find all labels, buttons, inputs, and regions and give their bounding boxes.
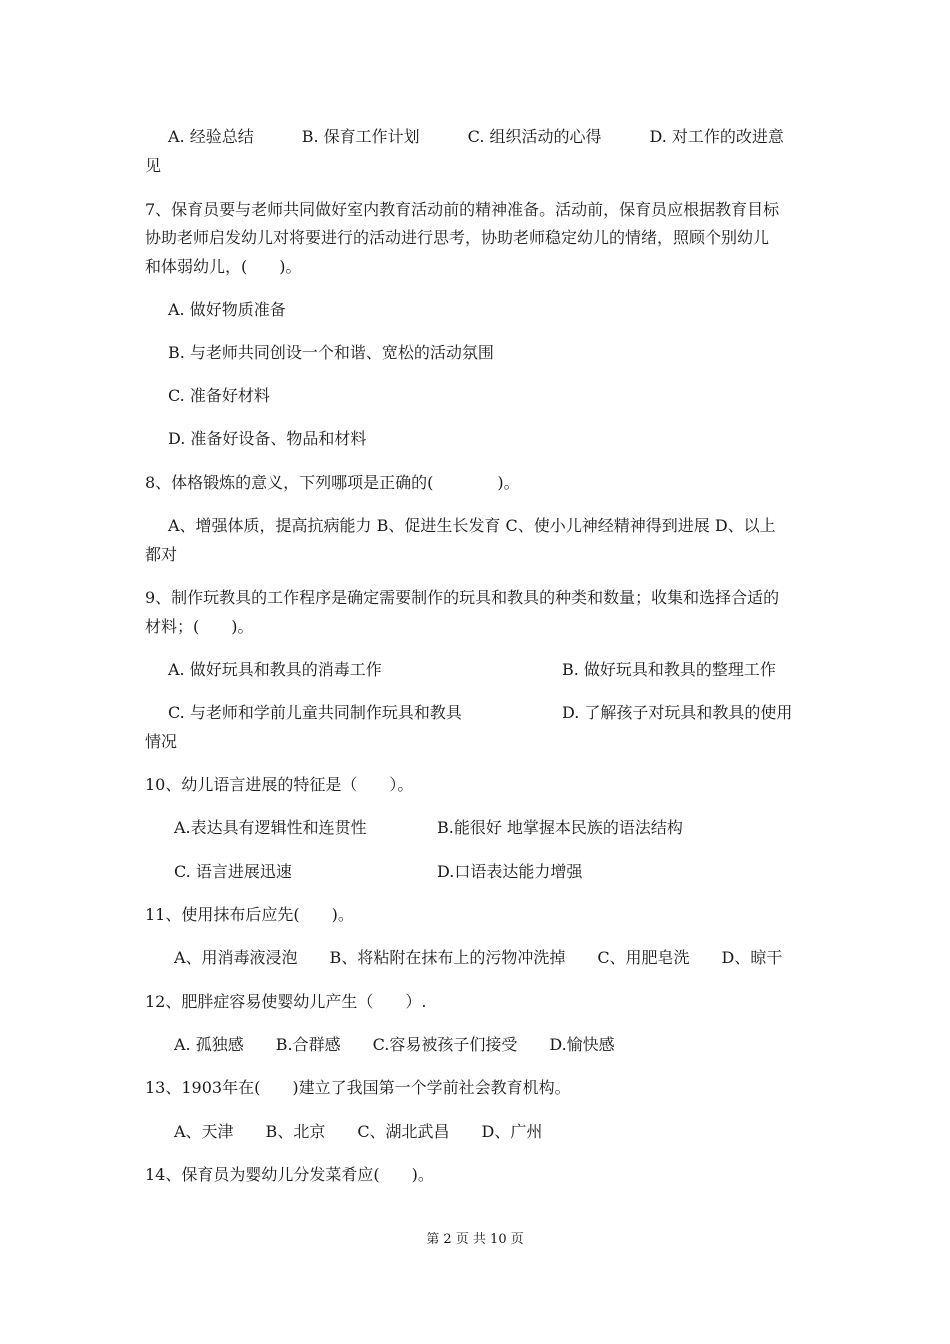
q7-stem-line2: 协助老师启发幼儿对将要进行的活动进行思考，协助老师稳定幼儿的情绪，照顾个别幼儿 <box>145 228 770 247</box>
q10-option-a: A.表达具有逻辑性和连贯性 <box>174 818 367 837</box>
q7-option-b: B. 与老师共同创设一个和谐、宽松的活动氛围 <box>168 343 494 362</box>
q6-options: A. 经验总结 B. 保育工作计划 C. 组织活动的心得 D. 对工作的改进意 <box>168 127 784 146</box>
q14-stem: 14、保育员为婴幼儿分发菜肴应( )。 <box>145 1165 434 1184</box>
q7-stem-line3: 和体弱幼儿，( )。 <box>145 257 302 276</box>
q8-options: A、增强体质，提高抗病能力 B、促进生长发育 C、使小儿神经精神得到进展 D、以上 <box>168 516 776 535</box>
q9-stem-line1: 9、制作玩教具的工作程序是确定需要制作的玩具和教具的种类和数量；收集和选择合适的 <box>145 588 780 607</box>
q12-options: A. 孤独感 B.合群感 C.容易被孩子们接受 D.愉快感 <box>174 1035 615 1054</box>
q8-stem: 8、体格锻炼的意义，下列哪项是正确的( )。 <box>145 473 520 492</box>
q12-stem: 12、肥胖症容易使婴幼儿产生（ ）. <box>145 992 427 1011</box>
q13-stem: 13、1903年在( )建立了我国第一个学前社会教育机构。 <box>145 1078 571 1097</box>
q11-options: A、用消毒液浸泡 B、将粘附在抹布上的污物冲洗掉 C、用肥皂洗 D、晾干 <box>174 948 783 967</box>
q10-option-d: D.口语表达能力增强 <box>437 862 583 881</box>
q9-option-d: D. 了解孩子对玩具和教具的使用 <box>562 703 793 722</box>
q8-options-wrap: 都对 <box>145 545 178 564</box>
q7-stem-line1: 7、保育员要与老师共同做好室内教育活动前的精神准备。活动前，保育员应根据教育目标 <box>145 200 780 219</box>
q10-stem: 10、幼儿语言进展的特征是（ ）。 <box>145 775 414 794</box>
q7-option-c: C. 准备好材料 <box>168 386 270 405</box>
q10-option-b: B.能很好 地掌握本民族的语法结构 <box>437 818 683 837</box>
q13-options: A、天津 B、北京 C、湖北武昌 D、广州 <box>174 1122 543 1141</box>
q10-option-c: C. 语言进展迅速 <box>174 862 292 881</box>
q7-option-d: D. 准备好设备、物品和材料 <box>168 429 367 448</box>
q6-options-wrap: 见 <box>145 156 162 175</box>
q11-stem: 11、使用抹布后应先( )。 <box>145 905 354 924</box>
page-footer: 第 2 页 共 10 页 <box>426 1232 524 1247</box>
q9-option-c: C. 与老师和学前儿童共同制作玩具和教具 <box>168 703 462 722</box>
q9-stem-line2: 材料；( )。 <box>145 617 254 636</box>
q7-option-a: A. 做好物质准备 <box>168 300 286 319</box>
q9-option-d-wrap: 情况 <box>145 732 178 751</box>
q9-option-b: B. 做好玩具和教具的整理工作 <box>562 660 776 679</box>
q9-option-a: A. 做好玩具和教具的消毒工作 <box>168 660 382 679</box>
